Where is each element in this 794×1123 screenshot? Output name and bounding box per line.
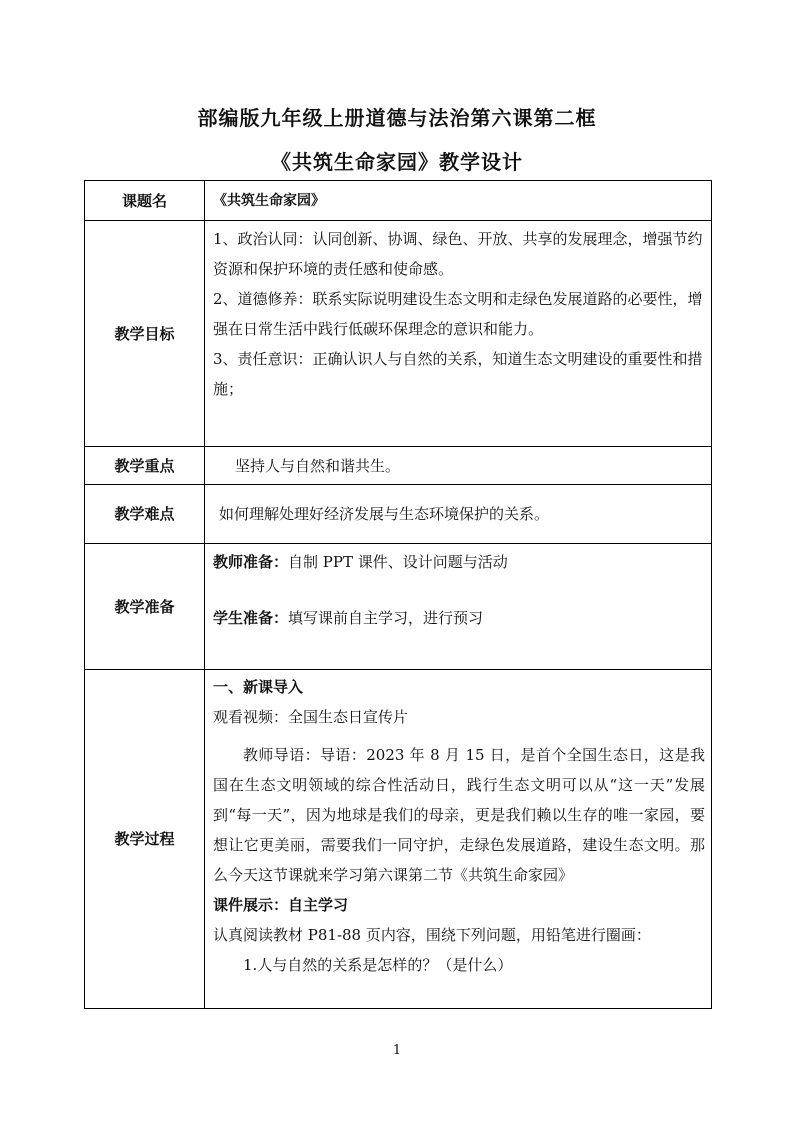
lesson-plan-table: [84, 180, 712, 1009]
preparation-label: 教学准备: [85, 544, 205, 670]
spacer: [213, 577, 705, 603]
student-preparation: [213, 603, 705, 633]
document-title-line-1: 部编版九年级上册道德与法治第六课第二框: [197, 106, 597, 130]
document-title-line-2: 《共筑生命家园》教学设计: [271, 150, 523, 174]
courseware-heading: 课件展示：自主学习: [213, 896, 349, 914]
table-row-process: [85, 670, 712, 1009]
reading-task: 认真阅读教材 P81-88 页内容，围绕下列问题，用铅笔进行圈画：: [213, 926, 651, 944]
goals-label: 教学目标: [85, 221, 205, 447]
goal-item-2: 2、道德修养：联系实际说明建设生态文明和走绿色发展道路的必要性，增强在日常生活中践行低碳环保理念的意识和能力。: [213, 290, 703, 338]
goals-content: [205, 221, 712, 447]
goal-item-3: 3、责任意识：正确认识人与自然的关系，知道生态文明建设的重要性和措施；: [213, 350, 703, 398]
topic-label: 课题名: [85, 181, 205, 221]
question-1: 1.人与自然的关系是怎样的？（是什么）: [243, 956, 513, 974]
teacher-preparation-label: 教师准备：: [213, 553, 289, 571]
table-row-difficulty: [85, 485, 712, 544]
teacher-preparation-value: 自制 PPT 课件、设计问题与活动: [288, 553, 508, 571]
difficulty-label: 教学难点: [85, 485, 205, 544]
teacher-preparation: [213, 547, 705, 577]
process-label: 教学过程: [85, 670, 205, 1009]
section-heading-new-lesson: 一、新课导入: [213, 678, 304, 696]
table-row-preparation: [85, 544, 712, 670]
table-row-key-point: [85, 447, 712, 485]
table-row-topic: [85, 181, 712, 221]
student-preparation-label: 学生准备：: [213, 609, 289, 627]
teacher-intro-paragraph: 教师导语：导语：2023 年 8 月 15 日，是首个全国生态日，这是我国在生态文明领域的综合性活动日，践行生态文明可以从“这一天”发展到“每一天”，因为地球是我们的母亲，更是我们赖以生存的唯一家园，要想让它更美丽，需要我们一同守护，走绿色发展道路，建设生态文明。那么今天这节课就来学习第六课第二节《共筑生命家园》: [213, 746, 705, 884]
preparation-content: [205, 544, 712, 670]
table-row-goals: [85, 221, 712, 447]
key-point-label: 教学重点: [85, 447, 205, 485]
goal-item-1: 1、政治认同：认同创新、协调、绿色、开放、共享的发展理念，增强节约资源和保护环境的责任感和使命感。: [213, 230, 703, 278]
process-content: [205, 670, 712, 1009]
page-number: 1: [392, 1043, 402, 1058]
key-point-value: 坚持人与自然和谐共生。: [205, 447, 712, 485]
video-line: 观看视频：全国生态日宣传片: [213, 708, 409, 726]
topic-value: 《共筑生命家园》: [205, 181, 712, 221]
student-preparation-value: 填写课前自主学习，进行预习: [288, 609, 484, 627]
difficulty-value: 如何理解处理好经济发展与生态环境保护的关系。: [205, 485, 712, 544]
